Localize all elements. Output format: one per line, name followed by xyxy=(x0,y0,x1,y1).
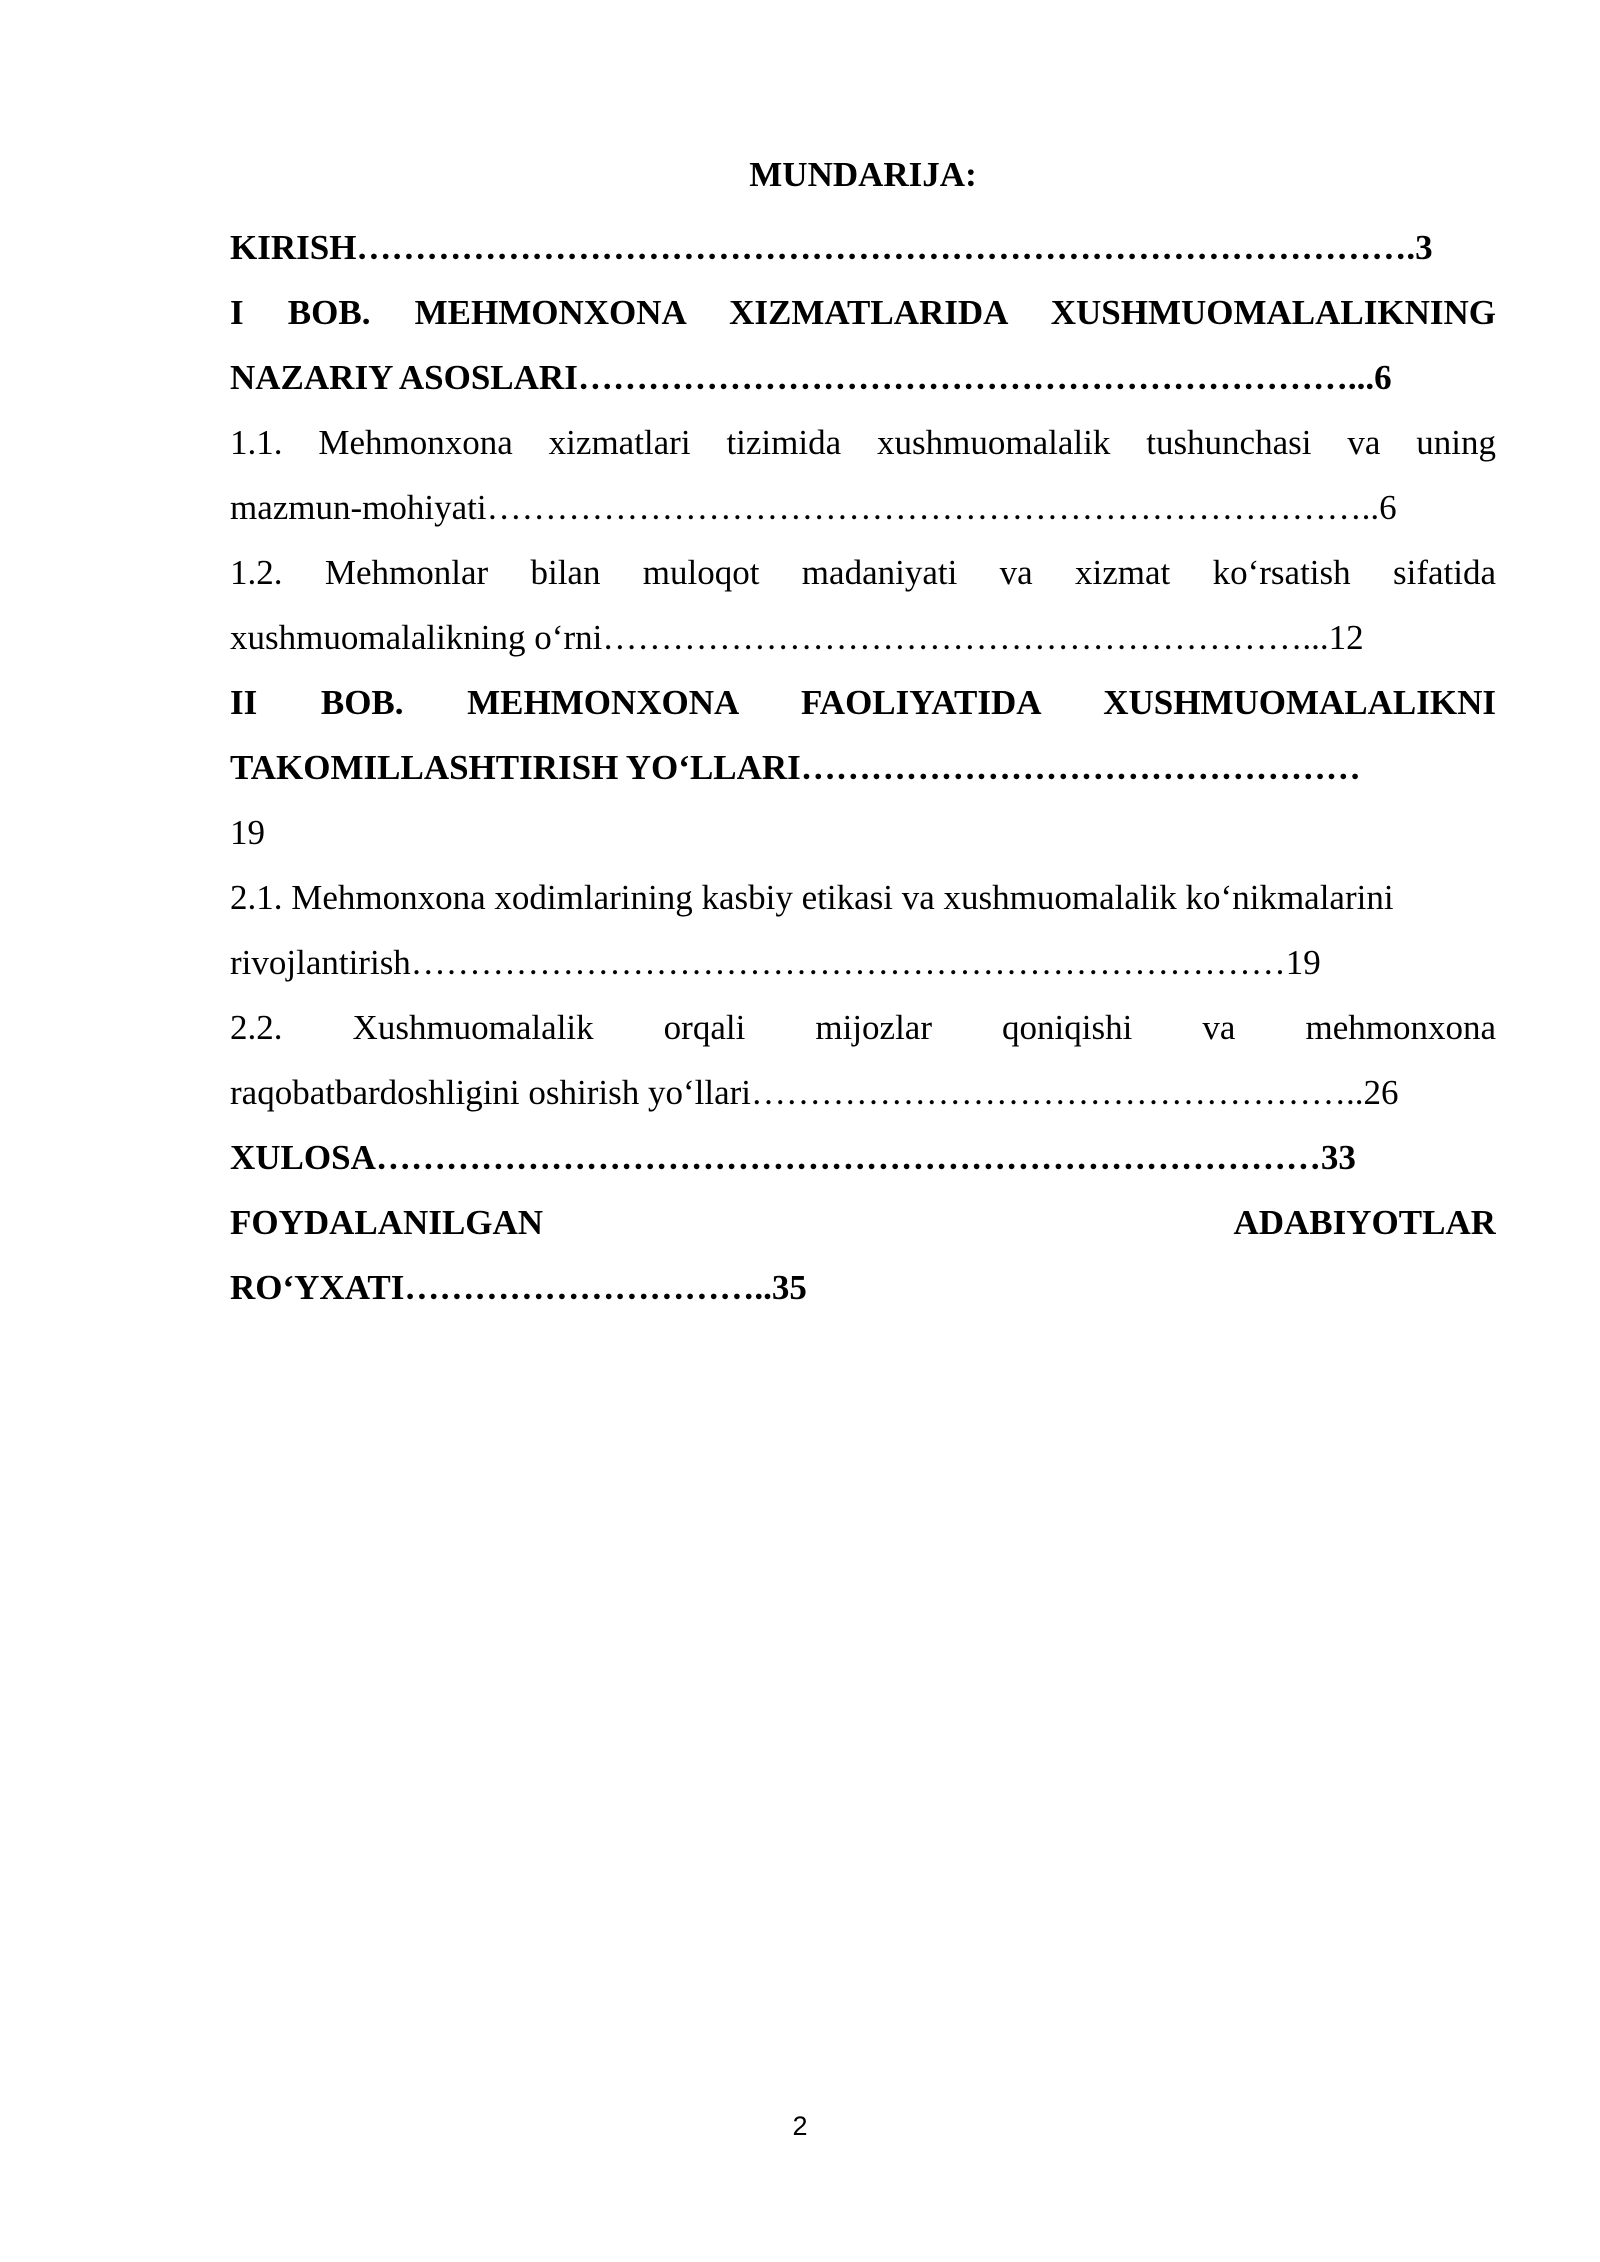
toc-section-1-2-end: xushmuomalalikning o‘rni……………………………………………………...12 xyxy=(230,618,1364,657)
toc-chapter-2-title-cont: TAKOMILLASHTIRISH YO‘LLARI………………………………………… xyxy=(230,748,1361,787)
table-of-contents xyxy=(230,150,1496,1320)
toc-chapter-2-page: 19 xyxy=(230,813,265,852)
toc-section-1-1: 1.1. Mehmonxona xizmatlari tizimida xushmuomalalik tushunchasi va uning xyxy=(230,423,1496,462)
toc-section-2-2: 2.2. Xushmuomalalik orqali mijozlar qoniqishi va mehmonxona xyxy=(230,1008,1496,1047)
toc-section-1-1-end: mazmun-mohiyati…………………………………………………………………..6 xyxy=(230,488,1397,527)
toc-entry-kirish: KIRISH……………………………………………………………………………….3 xyxy=(230,228,1433,267)
toc-title: MUNDARIJA: xyxy=(749,155,977,194)
toc-entry-bibliography-end: RO‘YXATI…………………………..35 xyxy=(230,1268,807,1307)
toc-entry-bibliography: FOYDALANILGAN ADABIYOTLAR xyxy=(230,1203,1496,1242)
toc-chapter-1-title-end: NAZARIY ASOSLARI…………………………………………………………...6 xyxy=(230,358,1392,397)
toc-section-2-2-end: raqobatbardoshligini oshirish yo‘llari……………………………………………..26 xyxy=(230,1073,1399,1112)
toc-entry-xulosa: XULOSA………………………………………………………………………33 xyxy=(230,1138,1356,1177)
toc-chapter-2-title: II BOB. MEHMONXONA FAOLIYATIDA XUSHMUOMALALIKNI xyxy=(230,683,1496,722)
page-number: 2 xyxy=(792,2111,808,2141)
toc-section-2-1: 2.1. Mehmonxona xodimlarining kasbiy etikasi va xushmuomalalik ko‘nikmalarini xyxy=(230,878,1394,917)
toc-chapter-1-title: I BOB. MEHMONXONA XIZMATLARIDA XUSHMUOMALALIKNING xyxy=(230,293,1496,332)
toc-section-2-1-end: rivojlantirish…………………………………………………………………19 xyxy=(230,943,1321,982)
toc-section-1-2: 1.2. Mehmonlar bilan muloqot madaniyati va xizmat ko‘rsatish sifatida xyxy=(230,553,1496,592)
